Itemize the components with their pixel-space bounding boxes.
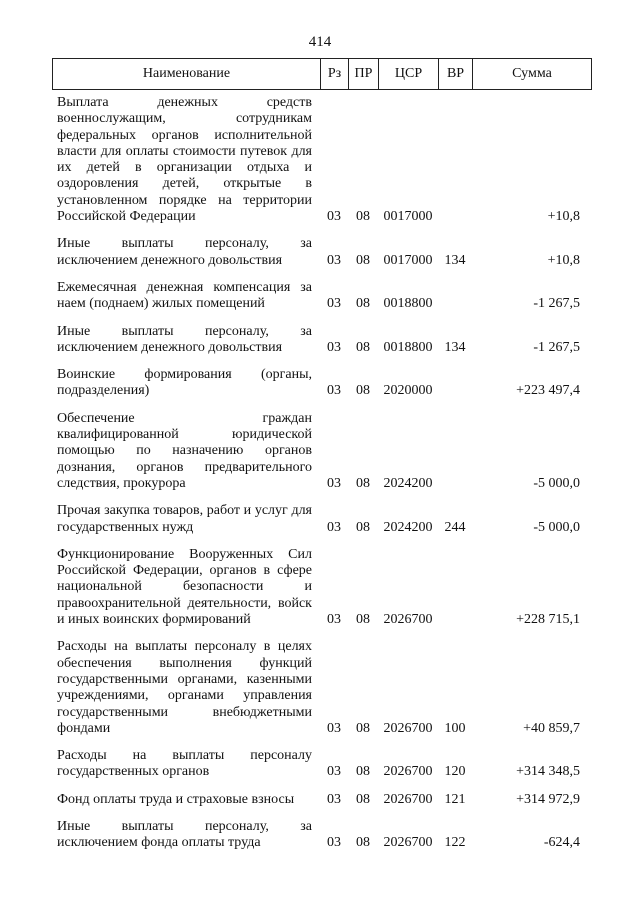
row-sum: +223 497,4 xyxy=(516,383,580,399)
row-name: Ежемесячная денежная компенсация за наем (поднаем) жилых помещений xyxy=(57,279,312,312)
row-pr: 08 xyxy=(356,252,370,268)
table-row xyxy=(52,819,592,852)
row-rz: 03 xyxy=(327,791,341,807)
row-pr: 08 xyxy=(356,835,370,851)
row-name: Расходы на выплаты персоналу в целях обеспечения выполнения функций государственными органами, казенными учреждениями, органами управления государственными внебюджетными фондами xyxy=(57,639,312,736)
header-pr: ПР xyxy=(349,59,379,89)
row-vr: 134 xyxy=(444,252,466,268)
row-sum: +10,8 xyxy=(547,252,580,268)
row-pr: 08 xyxy=(356,519,370,535)
row-sum: +10,8 xyxy=(547,209,580,225)
row-rz: 03 xyxy=(327,209,341,225)
row-vr: 100 xyxy=(444,720,466,736)
row-pr: 08 xyxy=(356,791,370,807)
row-sum: -5 000,0 xyxy=(533,519,580,535)
table-row xyxy=(52,280,592,313)
row-rz: 03 xyxy=(327,475,341,491)
row-pr: 08 xyxy=(356,209,370,225)
budget-table xyxy=(52,58,592,863)
table-row xyxy=(52,367,592,400)
row-rz: 03 xyxy=(327,383,341,399)
row-name: Иные выплаты персоналу, за исключением денежного довольствия xyxy=(57,236,312,268)
table-header xyxy=(52,58,592,90)
row-csr: 2026700 xyxy=(383,612,433,628)
row-rz: 03 xyxy=(327,835,341,851)
row-sum: +314 972,9 xyxy=(516,791,580,807)
row-pr: 08 xyxy=(356,475,370,491)
row-csr: 2020000 xyxy=(383,383,433,399)
row-sum: +40 859,7 xyxy=(523,720,580,736)
row-sum: -5 000,0 xyxy=(533,475,580,491)
row-pr: 08 xyxy=(356,764,370,780)
row-csr: 0017000 xyxy=(383,252,433,268)
row-rz: 03 xyxy=(327,252,341,268)
table-row xyxy=(52,236,592,269)
table-row xyxy=(52,503,592,536)
row-vr: 244 xyxy=(444,519,466,535)
row-rz: 03 xyxy=(327,296,341,312)
row-vr xyxy=(438,280,472,313)
row-name: Иные выплаты персоналу, за исключением денежного довольствия xyxy=(57,323,312,355)
row-sum: -624,4 xyxy=(543,835,580,851)
row-pr: 08 xyxy=(356,296,370,312)
row-csr: 2024200 xyxy=(383,519,433,535)
table-row xyxy=(52,748,592,781)
row-sum: +314 348,5 xyxy=(516,764,580,780)
row-name: Обеспечение граждан квалифицированной юридической помощью по назначению органов дознания, органов предварительного следствия, прокурора xyxy=(57,410,312,491)
row-rz: 03 xyxy=(327,764,341,780)
table-row xyxy=(52,639,592,737)
row-name: Выплата денежных средств военнослужащим, сотрудникам федеральных органов исполнительной власти для оплаты стоимости путевок для их детей в организации отдыха и оздоровления детей, открытые в установленном порядке на территории Российской Федерации xyxy=(57,95,312,225)
header-vr: ВР xyxy=(439,59,473,89)
table-row xyxy=(52,95,592,225)
row-vr xyxy=(438,367,472,400)
header-sum: Сумма xyxy=(512,66,552,81)
row-name: Воинские формирования (органы, подразделения) xyxy=(57,367,312,399)
row-pr: 08 xyxy=(356,612,370,628)
row-pr: 08 xyxy=(356,339,370,355)
row-csr: 2026700 xyxy=(383,764,433,780)
row-rz: 03 xyxy=(327,519,341,535)
header-rz: Рз xyxy=(321,59,349,89)
row-vr: 134 xyxy=(444,339,466,355)
row-csr: 0018800 xyxy=(383,339,433,355)
row-sum: -1 267,5 xyxy=(533,339,580,355)
row-name: Расходы на выплаты персоналу государственных органов xyxy=(57,748,312,780)
row-name: Фонд оплаты труда и страховые взносы xyxy=(57,791,295,807)
row-name: Прочая закупка товаров, работ и услуг для государственных нужд xyxy=(57,503,312,535)
row-pr: 08 xyxy=(356,383,370,399)
table-body xyxy=(52,95,592,852)
row-vr xyxy=(438,95,472,225)
row-vr: 122 xyxy=(444,835,466,851)
row-csr: 2026700 xyxy=(383,720,433,736)
row-vr: 121 xyxy=(444,791,466,807)
row-pr: 08 xyxy=(356,720,370,736)
row-sum: +228 715,1 xyxy=(516,612,580,628)
row-sum: -1 267,5 xyxy=(533,296,580,312)
row-csr: 0018800 xyxy=(383,296,433,312)
row-name: Иные выплаты персоналу, за исключением фонда оплаты труда xyxy=(57,818,312,851)
table-row xyxy=(52,324,592,357)
page-number: 414 xyxy=(308,34,332,50)
row-csr: 2026700 xyxy=(383,791,433,807)
row-csr: 2024200 xyxy=(383,475,433,491)
header-name: Наименование xyxy=(53,59,321,89)
row-csr: 2026700 xyxy=(383,835,433,851)
table-row xyxy=(52,792,592,808)
row-csr: 0017000 xyxy=(383,209,433,225)
row-rz: 03 xyxy=(327,339,341,355)
row-vr xyxy=(438,411,472,492)
row-rz: 03 xyxy=(327,720,341,736)
table-row xyxy=(52,547,592,628)
table-row xyxy=(52,411,592,492)
row-rz: 03 xyxy=(327,612,341,628)
row-vr xyxy=(438,547,472,628)
header-csr: ЦСР xyxy=(379,59,439,89)
row-name: Функционирование Вооруженных Сил Российской Федерации, органов в сфере национальной безопасности и правоохранительной деятельности, войск и иных воинских формирований xyxy=(57,546,312,628)
row-vr: 120 xyxy=(444,764,466,780)
